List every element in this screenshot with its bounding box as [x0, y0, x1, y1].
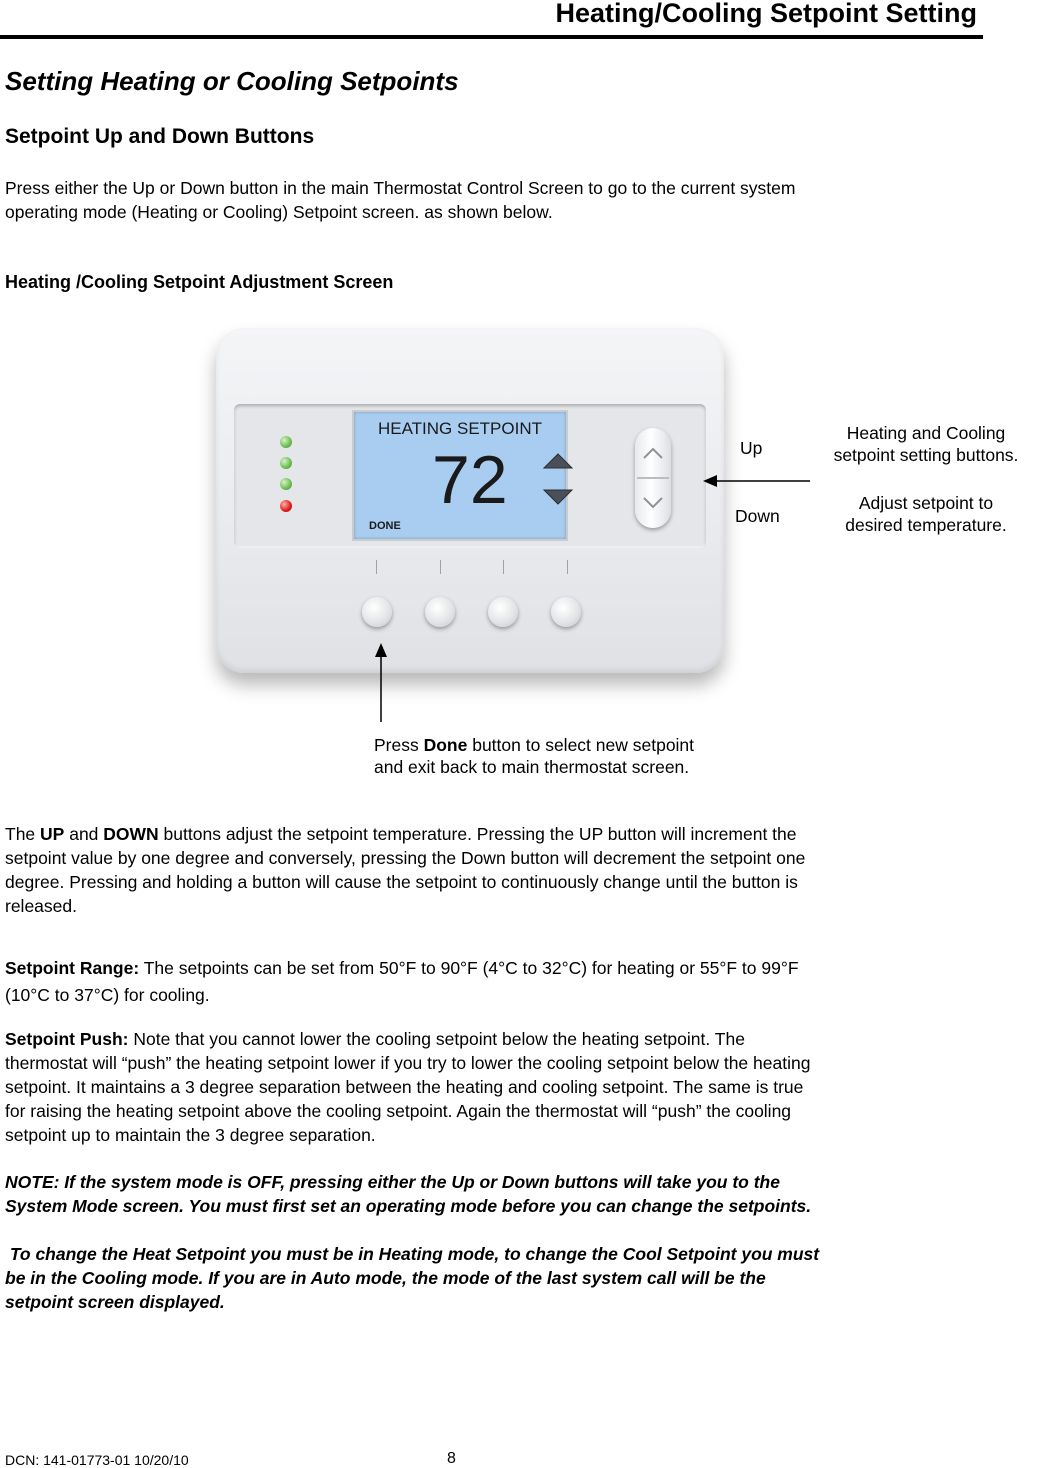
- paragraph-line: setpoint up to maintain the 3 degree separation.: [5, 1125, 376, 1145]
- paragraph-line: (10°C to 37°C) for cooling.: [5, 985, 210, 1005]
- down-callout: Down: [735, 506, 780, 526]
- page-number: 8: [447, 1450, 456, 1467]
- callout-line: Press Done button to select new setpoint: [374, 735, 695, 755]
- screen-title: HEATING SETPOINT: [377, 419, 543, 438]
- screen-done-label: DONE: [369, 520, 401, 532]
- range-paragraph: [5, 955, 985, 1009]
- paragraph-line: Setpoint Range: The setpoints can be set from 50°F to 90°F (4°C to 32°C) for heating or 55°F to 99°F: [5, 958, 799, 978]
- paragraph-line: released.: [5, 896, 77, 916]
- paragraph-line: The UP and DOWN buttons adjust the setpoint temperature. Pressing the UP button will increment the: [5, 824, 797, 844]
- section-title: Setting Heating or Cooling Setpoints: [5, 66, 459, 96]
- paragraph-line: To change the Heat Setpoint you must be in Heating mode, to change the Cool Setpoint you must: [5, 1244, 820, 1264]
- intro-line: Press either the Up or Down button in the main Thermostat Control Screen to go to the current system: [5, 178, 796, 198]
- push-label: Setpoint Push:: [5, 1029, 129, 1049]
- mode-note: [5, 1242, 985, 1314]
- callout-line: setpoint setting buttons.: [833, 445, 1019, 465]
- updown-callout-arrowhead: [703, 475, 717, 487]
- paragraph-line: setpoint value by one degree and conversely, pressing the Down button will decrement the setpoint one: [5, 848, 806, 868]
- subsection-title: Setpoint Up and Down Buttons: [5, 125, 315, 148]
- figure-title: Heating /Cooling Setpoint Adjustment Screen: [5, 272, 394, 292]
- buttons-callout: [815, 422, 1037, 466]
- range-label: Setpoint Range:: [5, 958, 140, 978]
- up-callout: Up: [740, 438, 763, 458]
- intro-line: operating mode (Heating or Cooling) Setpoint screen. as shown below.: [5, 202, 553, 222]
- done-callout-arrowhead: [375, 643, 387, 657]
- done-callout: [374, 734, 694, 778]
- updown-paragraph: [5, 822, 985, 918]
- callout-line: and exit back to main thermostat screen.: [374, 757, 690, 777]
- page-header-title: Heating/Cooling Setpoint Setting: [555, 0, 977, 28]
- paragraph-line: setpoint screen displayed.: [5, 1292, 225, 1312]
- paragraph-line: degree. Pressing and holding a button will cause the setpoint to continuously change until the button is: [5, 872, 798, 892]
- document-control-number: DCN: 141-01773-01 10/20/10: [5, 1452, 189, 1468]
- paragraph-line: NOTE: If the system mode is OFF, pressing either the Up or Down buttons will take you to the: [5, 1172, 780, 1192]
- paragraph-line: System Mode screen. You must first set an operating mode before you can change the setpoints.: [5, 1196, 812, 1216]
- paragraph-line: setpoint. It maintains a 3 degree separation between the heating and cooling setpoint. The same is true: [5, 1077, 804, 1097]
- paragraph-line: thermostat will “push” the heating setpoint lower if you try to lower the cooling setpoint below the heating: [5, 1053, 811, 1073]
- callout-line: desired temperature.: [845, 515, 1007, 535]
- callout-line: Adjust setpoint to: [858, 493, 994, 513]
- adjust-callout: [815, 492, 1037, 536]
- paragraph-line: for raising the heating setpoint above the cooling setpoint. Again the thermostat will “push” the cooling: [5, 1101, 792, 1121]
- down-emphasis: DOWN: [103, 824, 159, 844]
- setpoint-temperature: 72: [432, 442, 508, 518]
- up-emphasis: UP: [40, 824, 65, 844]
- done-emphasis: Done: [423, 735, 468, 755]
- callout-line: Heating and Cooling: [846, 423, 1006, 443]
- system-off-note: [5, 1170, 985, 1218]
- paragraph-line: Setpoint Push: Note that you cannot lower the cooling setpoint below the heating setpoint. The: [5, 1029, 745, 1049]
- push-paragraph: [5, 1027, 985, 1147]
- paragraph-line: be in the Cooling mode. If you are in Auto mode, the mode of the last system call will be the: [5, 1268, 766, 1288]
